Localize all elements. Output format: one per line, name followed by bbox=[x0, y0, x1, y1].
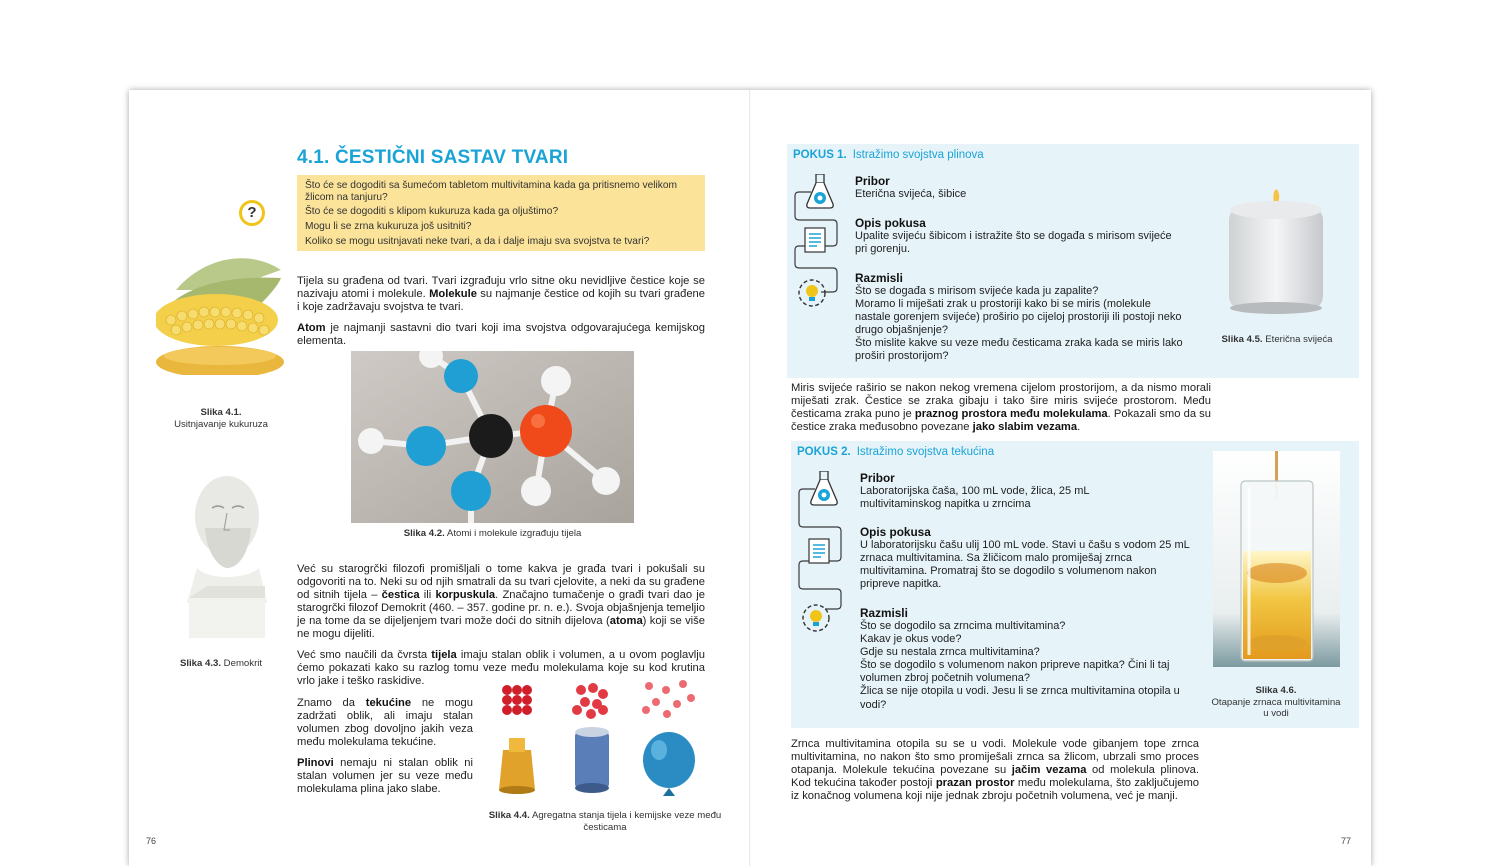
text-span: Tijela su građena od tvari. Tvari izgrađuju vrlo sitne oku nevidljive čestice koje se nazivaju atomi i molekule. bbox=[297, 275, 705, 301]
paragraph-pokus1-conclusion bbox=[791, 382, 1211, 434]
text-span: nemaju ni stalan oblik ni stalan volumen jer su veze među molekulama plina jako slabe. bbox=[297, 757, 473, 796]
figure-4-4-caption bbox=[481, 810, 729, 833]
paragraph-tekucine bbox=[297, 697, 473, 749]
experiment-1-label: POKUS 1. bbox=[793, 149, 847, 161]
experiment-2-question: Gdje su nestala zrnca multivitamina? bbox=[860, 646, 1040, 659]
question-4: Koliko se mogu usitnjavati neke tvari, a da i dalje imaju sva svojstva te tvari? bbox=[305, 235, 650, 247]
figure-4-6-caption bbox=[1211, 685, 1341, 720]
flask-icon bbox=[809, 471, 839, 507]
corn-image bbox=[156, 250, 284, 375]
experiment-2-title: Istražimo svojstva tekućina bbox=[856, 446, 995, 458]
figure-4-5-label: Slika 4.5. bbox=[1221, 334, 1263, 345]
figure-4-3-label: Slika 4.3. bbox=[179, 658, 222, 669]
molecule-model-image bbox=[351, 351, 634, 523]
experiment-2-label: POKUS 2. bbox=[797, 446, 851, 458]
experiment-2-pribor-text: Laboratorijska čaša, 100 mL vode, žlica, 25 mL multivitaminskog napitka u zrncima bbox=[860, 485, 1090, 511]
question-2: Što će se dogoditi s klipom kukuruza kada ga oljuštimo? bbox=[305, 206, 559, 218]
paragraph-plinovi bbox=[297, 757, 473, 796]
text-span: ili bbox=[419, 589, 436, 602]
figure-4-3-caption bbox=[151, 658, 291, 670]
experiment-2-opis-title: Opis pokusa bbox=[860, 525, 931, 539]
bold-term: tijela bbox=[431, 649, 457, 661]
page-number-left: 76 bbox=[146, 836, 157, 846]
figure-4-5-caption bbox=[1197, 334, 1357, 346]
experiment-1-title: Istražimo svojstva plinova bbox=[852, 149, 984, 161]
text-span: . bbox=[1077, 421, 1081, 434]
democritus-bust-image bbox=[177, 468, 277, 640]
text-span: ) koji se više ne mogu dijeliti. bbox=[297, 615, 705, 641]
text-span: Već su starogrčki filozofi promišljali o tome kakva je građa tvari i pokušali su odgovoriti na to. Neki su od njih smatrali da su tvari cjelovite, a neki da su građene od sitnih tijela – bbox=[297, 563, 705, 602]
experiment-1-pribor-title: Pribor bbox=[855, 174, 890, 188]
figure-4-1-text: Usitnjavanje kukuruza bbox=[174, 418, 268, 430]
candle-image bbox=[1217, 188, 1337, 318]
text-span: je najmanji sastavni dio tvari koji ima svojstva odgovarajućega kemijskog elementa. bbox=[297, 322, 705, 348]
figure-4-4-text: Agregatna stanja tijela i kemijske veze među česticama bbox=[529, 810, 722, 833]
paragraph-tijela bbox=[297, 275, 705, 314]
figure-4-4-label: Slika 4.4. bbox=[488, 810, 530, 821]
experiment-1-question: Što mislite kakve su veze među česticama zraka kada se miris lako proširi prostorijom? bbox=[855, 337, 1183, 363]
book-spread bbox=[129, 90, 1371, 866]
experiment-2-razmisli-title: Razmisli bbox=[860, 606, 908, 620]
figure-4-2-label: Slika 4.2. bbox=[403, 528, 445, 539]
text-span: su najmanje čestice od kojih su tvari građene i koje zadržavaju svojstva te tvari. bbox=[297, 288, 705, 314]
text-span: Zrnca multivitamina otopila su se u vodi. Molekule vode gibanjem tope zrnca multivitamina, no nakon što smo promiješali zrnca sa žlicom, ubrzali smo proces otapanja. Molekule tekućina povezane su bbox=[791, 738, 1199, 777]
experiment-1-header bbox=[793, 149, 984, 161]
experiment-1-razmisli-title: Razmisli bbox=[855, 271, 903, 285]
text-span: Znamo da bbox=[297, 697, 366, 709]
paragraph-atom bbox=[297, 322, 705, 348]
text-span: Miris svijeće raširio se nakon nekog vremena cijelom prostorijom, a da nismo morali miješati zrak. Čestice se zraka gibaju i tako šire miris svijeće prostorom. Među česticama zraka puno je bbox=[791, 382, 1211, 421]
bold-term: Molekule bbox=[429, 288, 477, 301]
questions-box bbox=[297, 175, 705, 251]
experiment-2-question: Kakav je okus vode? bbox=[860, 633, 962, 646]
experiment-1-question: Moramo li miješati zrak u prostoriji kako bi se miris (molekule nastale gorenjem svijeće) proširio po cijeloj prostoriji ili postoji neko drugo objašnjenje? bbox=[855, 298, 1182, 337]
experiment-2-question: Što se dogodilo s volumenom nakon pripreve napitka? Čini li taj volumen zbroj početnih volumena? bbox=[860, 659, 1170, 685]
question-3: Mogu li se zrna kukuruza još usitniti? bbox=[305, 221, 472, 233]
bold-term: praznog prostora među molekulama bbox=[914, 408, 1108, 421]
bold-term: čestica bbox=[381, 589, 420, 602]
question-1: Što će se dogoditi sa šumećom tabletom multivitamina kada ga pritisnemo velikom žlicom na tanjuru? bbox=[305, 180, 678, 203]
bold-term: Plinovi bbox=[297, 757, 334, 769]
document-icon bbox=[805, 537, 835, 567]
question-icon: ? bbox=[239, 200, 265, 226]
bold-term: tekućine bbox=[365, 697, 412, 709]
experiment-2-pribor-title: Pribor bbox=[860, 471, 895, 485]
experiment-2-question: Žlica se nije otopila u vodi. Jesu li se zrnca multivitamina otopila u vodi? bbox=[860, 685, 1180, 711]
experiment-2-opis-text: U laboratorijsku čašu ulij 100 mL vode. Stavi u čašu s vodom 25 mL zrnaca multivitamina. Sa žličicom malo promiješaj zrnca multivitamina. Promatraj što se dogodilo s volumenom nakon pripreve napitka. bbox=[860, 539, 1190, 591]
bold-term: jako slabim vezama bbox=[972, 421, 1078, 434]
dissolving-glass-image bbox=[1213, 451, 1340, 667]
experiment-1-pribor-text: Eterična svijeća, šibice bbox=[855, 188, 967, 200]
figure-4-2-caption bbox=[351, 528, 634, 540]
text-span: od molekula plinova. Kod tekućina također postoji bbox=[791, 764, 1199, 790]
experiment-2-question: Što se dogodilo sa zrncima multivitamina? bbox=[860, 620, 1066, 632]
text-span: Već smo naučili da čvrsta bbox=[297, 649, 432, 661]
bold-term: jačim vezama bbox=[1011, 764, 1087, 777]
figure-4-2-text: Atomi i molekule izgrađuju tijela bbox=[444, 528, 582, 539]
page-number-right: 77 bbox=[1341, 836, 1352, 846]
experiment-2-header bbox=[797, 446, 994, 458]
figure-4-5-text: Eterična svijeća bbox=[1262, 334, 1333, 345]
paragraph-pokus2-conclusion bbox=[791, 738, 1199, 803]
bold-term: korpuskula bbox=[435, 589, 496, 602]
experiment-1-razmisli-list bbox=[855, 285, 1185, 364]
bold-term: Atom bbox=[297, 322, 326, 334]
text-span: imaju stalan oblik i volumen, a u ovom poglavlju ćemo pokazati kako su razlog tomu veze među molekulama koje su kod krutina vrlo jake i teško raskidive. bbox=[297, 649, 705, 688]
text-span: . Značajno tumačenje o građi tvari dao je starogrčki filozof Demokrit (460. – 357. godine pr. n. e.). Svoja objašnjenja temeljio je na tome da se dijeljenjem tvari može doći do sitnih dijelova ( bbox=[297, 589, 705, 628]
paragraph-filozofi bbox=[297, 563, 705, 642]
figure-4-3-text: Demokrit bbox=[221, 658, 263, 669]
experiment-2-razmisli-list bbox=[860, 620, 1190, 712]
states-of-matter-image bbox=[491, 680, 719, 810]
bold-term: atoma bbox=[609, 615, 643, 628]
section-title: 4.1. ČESTIČNI SASTAV TVARI bbox=[297, 147, 569, 168]
document-icon bbox=[801, 226, 831, 256]
page-gutter bbox=[749, 90, 751, 866]
experiment-1-opis-text: Upalite svijeću šibicom i istražite što se događa s mirisom svijeće pri gorenju. bbox=[855, 230, 1172, 256]
lightbulb-gear-icon bbox=[795, 276, 829, 310]
figure-4-6-text: Otapanje zrnaca multivitamina u vodi bbox=[1211, 696, 1341, 719]
text-span: među molekulama, što zaključujemo iz konačnog volumena koji nije jednak zbroju početnih volumena, već je manji. bbox=[791, 777, 1199, 803]
lightbulb-gear-icon bbox=[799, 601, 833, 635]
text-span: ne mogu zadržati oblik, ali imaju stalan volumen zbog dovoljno jakih veza među molekulama tekućine. bbox=[297, 697, 473, 749]
bold-term: prazan prostor bbox=[935, 777, 1015, 790]
figure-4-1-caption bbox=[151, 407, 291, 430]
text-span: . Pokazali smo da su čestice zraka međusobno povezane bbox=[791, 408, 1211, 434]
experiment-1-question: Što se događa s mirisom svijeće kada ju zapalite? bbox=[855, 285, 1099, 297]
experiment-1-opis-title: Opis pokusa bbox=[855, 216, 926, 230]
figure-4-6-label: Slika 4.6. bbox=[1255, 685, 1297, 696]
flask-icon bbox=[805, 174, 835, 210]
figure-4-1-label: Slika 4.1. bbox=[200, 407, 242, 418]
